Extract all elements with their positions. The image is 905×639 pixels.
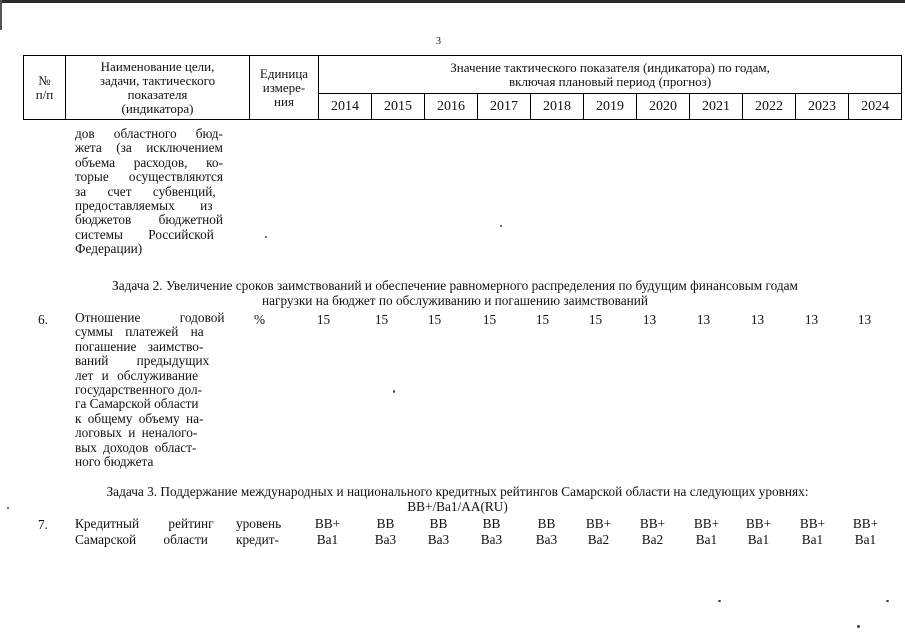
header-name-cell [66, 56, 250, 120]
row6-value: 15 [316, 312, 331, 327]
header-name-line: показателя [127, 86, 188, 102]
row6-value: 15 [427, 312, 442, 327]
task2-heading-line2: нагрузки на бюджет по обслуживанию и погашению заимствований [261, 293, 648, 308]
scan-speck [500, 225, 502, 227]
continuation-line: бюджетов бюджетной [75, 212, 223, 228]
row6-name-line: ного бюджета [75, 454, 154, 470]
table-header [23, 55, 902, 120]
row7-value [839, 516, 892, 548]
header-values-cell [319, 56, 902, 94]
year-cell: 2023 [796, 94, 849, 120]
row7-rating: Ba1 [695, 532, 718, 547]
continuation-line: системы Российской [75, 226, 214, 242]
task3-heading-line1: Задача 3. Поддержание международных и национального кредитных рейтингов Самарской области на следующих уровнях: [106, 484, 809, 499]
row7-rating: Ba3 [480, 532, 503, 547]
scan-edge-top [0, 0, 905, 3]
row6-name-line: погашение заимство- [75, 338, 204, 354]
row7-rating: BB+ [314, 516, 341, 531]
row7-rating: BB [376, 516, 395, 531]
task2-heading-line1: Задача 2. Увеличение сроков заимствований и обеспечение равномерного распределения по будущим финансовым годам [112, 278, 798, 293]
year-cell: 2015 [372, 94, 425, 120]
header-number-cell [24, 56, 66, 120]
row7-value [626, 516, 679, 548]
row6-name-line: логовых и неналого- [75, 425, 198, 441]
page-number: 3 [436, 36, 441, 47]
row7-rating: Ba1 [747, 532, 770, 547]
row6-name-line: Отношение годовой [75, 310, 225, 325]
row7-number: 7. [38, 517, 48, 532]
year-cell: 2022 [743, 94, 796, 120]
row7-unit-line: кредит- [236, 532, 279, 547]
scan-edge-left [0, 0, 2, 30]
year-cell: 2016 [425, 94, 478, 120]
scan-speck [857, 625, 860, 628]
year-cell: 2021 [690, 94, 743, 120]
row7-value [732, 516, 785, 548]
continuation-line: предоставляемых из [75, 198, 213, 214]
row7-rating: Ba1 [801, 532, 824, 547]
year-cell: 2024 [849, 94, 902, 120]
row7-value [465, 516, 518, 548]
row6-value: 13 [696, 312, 711, 327]
continuation-text [75, 127, 223, 257]
header-unit-line: измере- [262, 79, 306, 95]
year-cell: 2018 [531, 94, 584, 120]
continuation-line: жета (за исключением [75, 140, 223, 156]
scan-speck [265, 236, 267, 238]
header-name-line: Наименование цели, [100, 58, 215, 74]
row6-name-line: к общему объему на- [75, 410, 204, 426]
year-cell: 2017 [478, 94, 531, 120]
row7-rating: BB+ [852, 516, 879, 531]
row7-rating: Ba3 [374, 532, 397, 547]
row7-unit [236, 516, 296, 548]
year-cell: 2020 [637, 94, 690, 120]
year-cell: 2019 [584, 94, 637, 120]
row7-rating: Ba2 [641, 532, 664, 547]
row7-indicator-name [75, 516, 225, 548]
year-cell: 2014 [319, 94, 372, 120]
row7-value [786, 516, 839, 548]
row7-rating: BB [429, 516, 448, 531]
row7-value [680, 516, 733, 548]
row7-rating: Ba3 [535, 532, 558, 547]
continuation-line: объема расходов, ко- [75, 154, 223, 170]
row6-value: 15 [374, 312, 389, 327]
header-number-label: № [38, 72, 51, 88]
scan-speck [886, 600, 889, 602]
row6-name-line: лет и обслуживание [75, 367, 198, 383]
row7-value [520, 516, 573, 548]
row7-rating: Ba2 [587, 532, 610, 547]
row7-value [412, 516, 465, 548]
row6-number: 6. [38, 312, 48, 327]
row6-value: 13 [857, 312, 872, 327]
continuation-line: торые осуществляются [75, 169, 223, 185]
row6-name-line: государственного дол- [75, 382, 203, 398]
row6-name-line: ваний предыдущих [75, 353, 210, 369]
continuation-line: за счет субвенций, [75, 183, 216, 199]
row6-unit: % [254, 312, 266, 327]
row7-value [301, 516, 354, 548]
row6-name-line: га Самарской области [75, 396, 199, 412]
scan-speck [7, 507, 9, 509]
row7-name-line: Кредитный рейтинг [75, 516, 214, 531]
row7-unit-line: уровень [236, 516, 282, 531]
row7-rating: BB+ [799, 516, 826, 531]
row6-name-line: суммы платежей на [75, 324, 204, 340]
row6-value: 15 [482, 312, 497, 327]
row7-rating: BB+ [745, 516, 772, 531]
row7-rating: BB+ [639, 516, 666, 531]
row7-name-line: Самарской области [75, 532, 208, 547]
row7-rating: Ba1 [854, 532, 877, 547]
row6-value: 15 [588, 312, 603, 327]
row7-rating: BB+ [585, 516, 612, 531]
row6-value: 15 [535, 312, 550, 327]
row7-rating: Ba3 [427, 532, 450, 547]
task3-heading-line2: BB+/Ba1/AA(RU) [407, 499, 508, 514]
row6-value: 13 [804, 312, 819, 327]
row6-value: 13 [750, 312, 765, 327]
header-unit-line: Единица [259, 65, 309, 81]
row7-rating: BB+ [693, 516, 720, 531]
header-values-line: включая плановый период (прогноз) [508, 73, 712, 89]
header-unit-cell [250, 56, 319, 120]
continuation-line: дов областного бюд- [75, 126, 223, 141]
header-name-line: задачи, тактического [99, 72, 216, 88]
scan-speck [393, 390, 395, 393]
row6-indicator-name [75, 311, 223, 469]
row7-value [572, 516, 625, 548]
header-unit-line: ния [274, 93, 294, 109]
row7-rating: Ba1 [316, 532, 339, 547]
row7-rating: BB [537, 516, 556, 531]
row6-value: 13 [642, 312, 657, 327]
row7-value [359, 516, 412, 548]
header-number-label-2: п/п [35, 86, 54, 102]
header-values-line: Значение тактического показателя (индикатора) по годам, [450, 59, 770, 75]
header-name-line: (индикатора) [121, 100, 194, 116]
row6-name-line: вых доходов област- [75, 439, 197, 455]
continuation-line: Федерации) [75, 241, 143, 257]
row7-rating: BB [482, 516, 501, 531]
scan-speck [718, 600, 721, 602]
